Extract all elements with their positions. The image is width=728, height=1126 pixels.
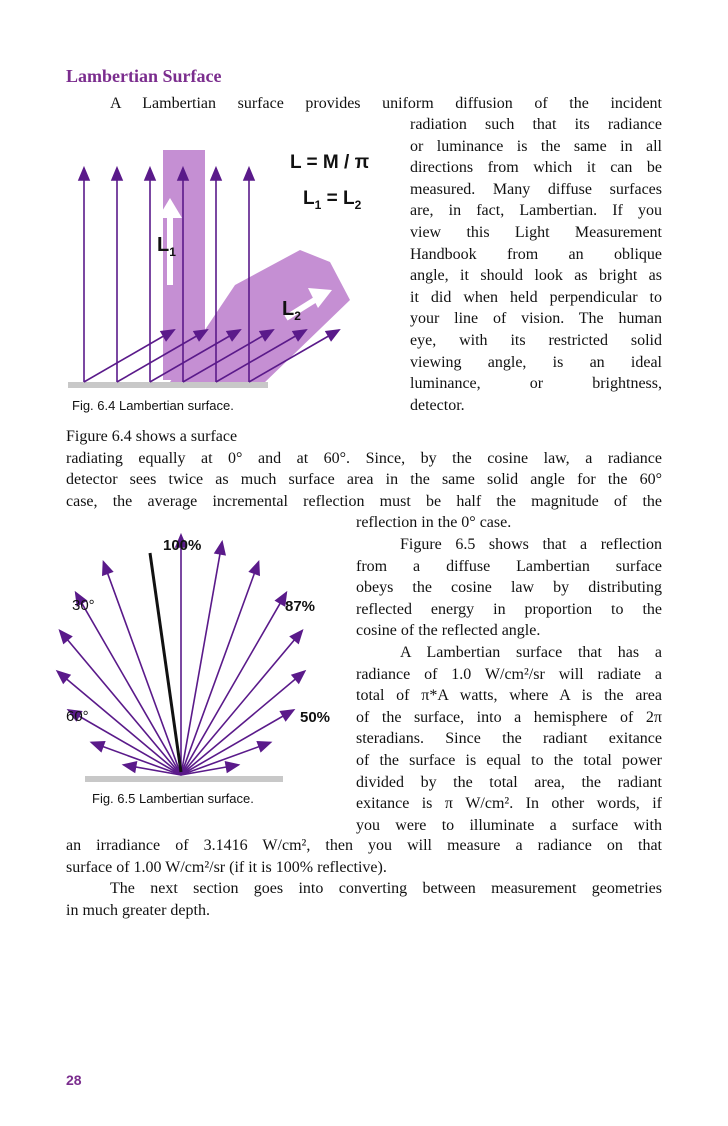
text-line: cosine of the reflected angle.: [356, 622, 541, 640]
text-line: or luminance is the same in all: [410, 137, 662, 155]
label-l1-main: L: [157, 234, 170, 256]
text-line: luminance, or brightness,: [410, 375, 662, 393]
text-line: eye, with its restricted solid: [410, 331, 662, 349]
text-line: reflected energy in proportion to the: [356, 600, 662, 618]
text-line: in much greater depth.: [66, 901, 210, 919]
text-line: obeys the cosine law by distributing: [356, 579, 662, 597]
para3-4-column: [356, 534, 662, 836]
text-line: total of π*A watts, where A is the area: [356, 687, 662, 705]
fig64-caption: Fig. 6.4 Lambertian surface.: [72, 398, 234, 413]
arrow-head: [215, 542, 225, 555]
text-line: radiating equally at 0° and at 60°. Since, by the cosine law, a radiance: [66, 449, 662, 467]
text-line: detector.: [410, 396, 465, 414]
page-number: 28: [66, 1072, 82, 1088]
text-line: reflection in the 0° case.: [356, 514, 512, 532]
text-line: it did when held perpendicular to: [410, 288, 662, 306]
text-line: case, the average incremental reflection must be half the magnitude of the: [66, 492, 662, 510]
black-100-arrow: [150, 553, 181, 772]
text-line: of the surface is equal to the total power: [356, 751, 662, 769]
arrow-head: [91, 742, 104, 751]
text-line: Figure 6.4 shows a surface: [66, 428, 238, 445]
arrow-head: [124, 762, 137, 772]
eq2-a: L: [303, 188, 315, 209]
eq2-sub2: 2: [354, 197, 362, 212]
arrow-head: [103, 562, 112, 575]
text-line: Figure 6.5 shows that a reflection: [400, 536, 662, 553]
label-30-degrees: 30°: [72, 597, 95, 614]
eq2-mid: = L: [321, 188, 355, 209]
label-87-percent: 87%: [285, 598, 316, 615]
surface-plate-6-5: [85, 776, 283, 782]
fig65-caption: Fig. 6.5 Lambertian surface.: [92, 791, 254, 806]
text-line: from a diffuse Lambertian surface: [356, 557, 662, 575]
arrow-head: [226, 762, 239, 772]
text-line: you were to illuminate a surface with: [356, 816, 662, 834]
fig65-arrows: [57, 535, 304, 775]
text-line: The next section goes into converting between measurement geometries: [110, 880, 662, 898]
text-line: your line of vision. The human: [410, 310, 662, 328]
text-line: radiance of 1.0 W/cm²/sr will radiate a: [356, 665, 662, 683]
arrow-head: [258, 742, 271, 751]
equation-l-m-pi: L = M / π: [290, 152, 370, 173]
text-line: measured. Many diffuse surfaces: [410, 180, 662, 198]
arrow-head: [250, 562, 259, 575]
label-50-percent: 50%: [300, 709, 331, 726]
section-title: Lambertian Surface: [66, 66, 222, 86]
text-line: of the surface, into a hemisphere of 2π: [356, 708, 662, 726]
text-line: are, in fact, Lambertian. If you: [410, 202, 662, 220]
label-l2-main: L: [282, 298, 295, 320]
text-line: A Lambertian surface that has a: [400, 643, 662, 661]
text-line: directions from which it can be: [410, 159, 662, 177]
text-line: steradians. Since the radiant exitance: [356, 730, 662, 748]
para1-line-0: A Lambertian surface provides uniform diffusion of the incident: [110, 95, 662, 112]
label-l2-sub: 2: [294, 309, 301, 323]
label-100-percent: 100%: [163, 537, 202, 554]
text-line: exitance is π W/cm². In other words, if: [356, 795, 662, 813]
text-line: Handbook from an oblique: [410, 245, 662, 263]
para4-tail: [66, 835, 662, 921]
eq2-sub1: 1: [314, 197, 322, 212]
label-60-degrees: 60°: [66, 708, 89, 725]
text-line: view this Light Measurement: [410, 223, 662, 241]
text-line: radiation such that its radiance: [410, 116, 662, 133]
text-line: divided by the total area, the radiant: [356, 773, 662, 791]
arrow-head: [281, 710, 294, 720]
text-line: angle, it should look as bright as: [410, 267, 662, 285]
text-line: an irradiance of 3.1416 W/cm², then you will measure a radiance on that: [66, 837, 662, 854]
text-line: surface of 1.00 W/cm²/sr (if it is 100% reflective).: [66, 858, 387, 876]
fan-arrow: [76, 593, 181, 775]
text-line: detector sees twice as much surface area in the same solid angle for the 60°: [66, 471, 662, 489]
text-line: viewing angle, is an ideal: [410, 353, 662, 371]
label-l1-sub: 1: [169, 245, 176, 259]
